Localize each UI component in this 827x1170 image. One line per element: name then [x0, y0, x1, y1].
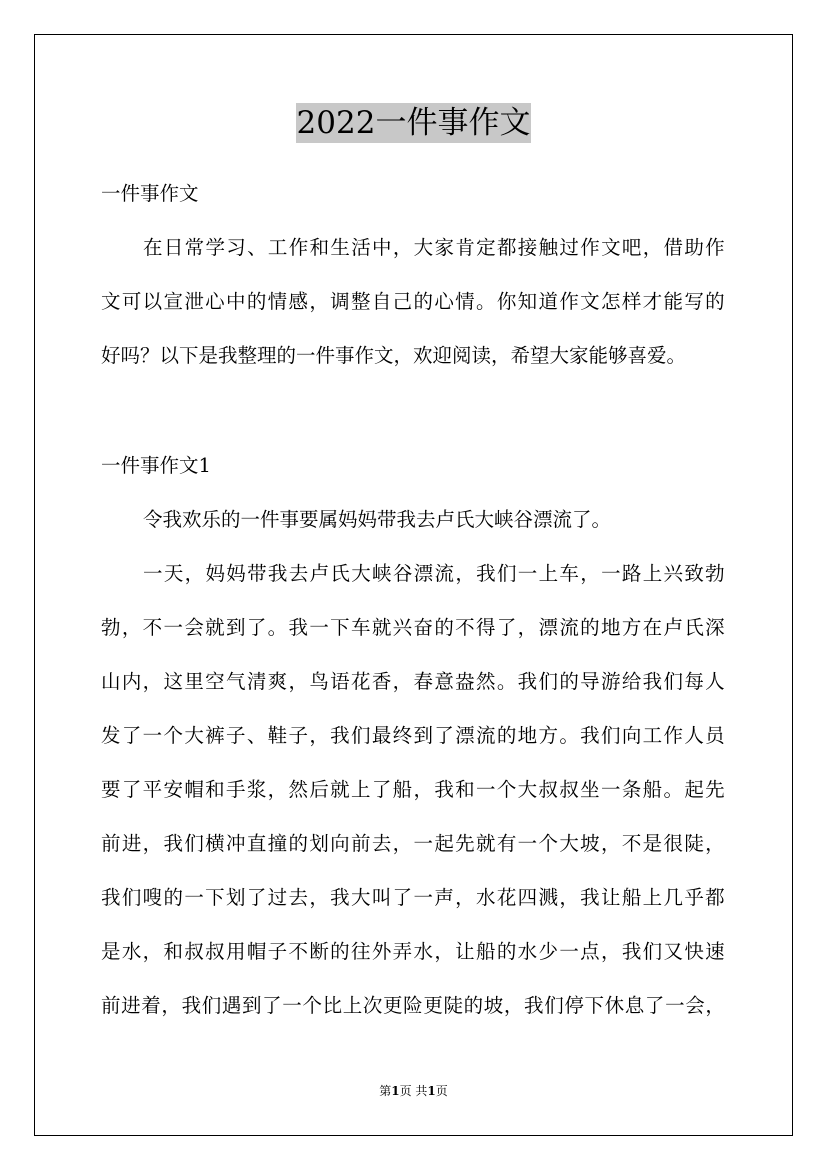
paragraph-line: 在日常学习、工作和生活中，大家肯定都接触过作文吧，借助作	[143, 236, 727, 259]
paragraph-line: 勃，不一会就到了。我一下车就兴奋的不得了，漂流的地方在卢氏深	[101, 616, 727, 639]
footer-prefix: 第	[379, 1084, 392, 1098]
section-heading: 一件事作文	[101, 182, 199, 205]
paragraph-line: 要了平安帽和手浆，然后就上了船，我和一个大叔叔坐一条船。起先	[101, 778, 727, 801]
title-container	[0, 103, 827, 143]
paragraph-line: 山内，这里空气清爽，鸟语花香，春意盎然。我们的导游给我们每人	[101, 670, 727, 693]
paragraph-line: 我们嗖的一下划了过去，我大叫了一声，水花四溅，我让船上几乎都	[101, 886, 727, 909]
paragraph-line: 令我欢乐的一件事要属妈妈带我去卢氏大峡谷漂流了。	[143, 508, 612, 531]
footer-total-pages: 1	[427, 1084, 436, 1098]
footer-current-page: 1	[391, 1084, 400, 1098]
section-heading: 一件事作文1	[101, 454, 211, 477]
paragraph-line: 是水，和叔叔用帽子不断的往外弄水，让船的水少一点，我们又快速	[101, 940, 727, 963]
paragraph-line: 好吗？以下是我整理的一件事作文，欢迎阅读，希望大家能够喜爱。	[101, 344, 687, 367]
page-footer	[0, 1083, 827, 1099]
footer-suffix: 页	[435, 1084, 448, 1098]
paragraph-line: 前进，我们横冲直撞的划向前去，一起先就有一个大坡，不是很陡，	[101, 832, 727, 855]
document-title: 2022一件事作文	[296, 105, 531, 141]
paragraph-line: 发了一个大裤子、鞋子，我们最终到了漂流的地方。我们向工作人员	[101, 724, 727, 747]
paragraph-line: 前进着，我们遇到了一个比上次更险更陡的坡，我们停下休息了一会，	[101, 994, 726, 1017]
footer-mid: 页 共	[399, 1084, 428, 1098]
paragraph-line: 文可以宣泄心中的情感，调整自己的心情。你知道作文怎样才能写的	[101, 290, 727, 313]
paragraph-line: 一天，妈妈带我去卢氏大峡谷漂流，我们一上车，一路上兴致勃	[143, 562, 727, 585]
